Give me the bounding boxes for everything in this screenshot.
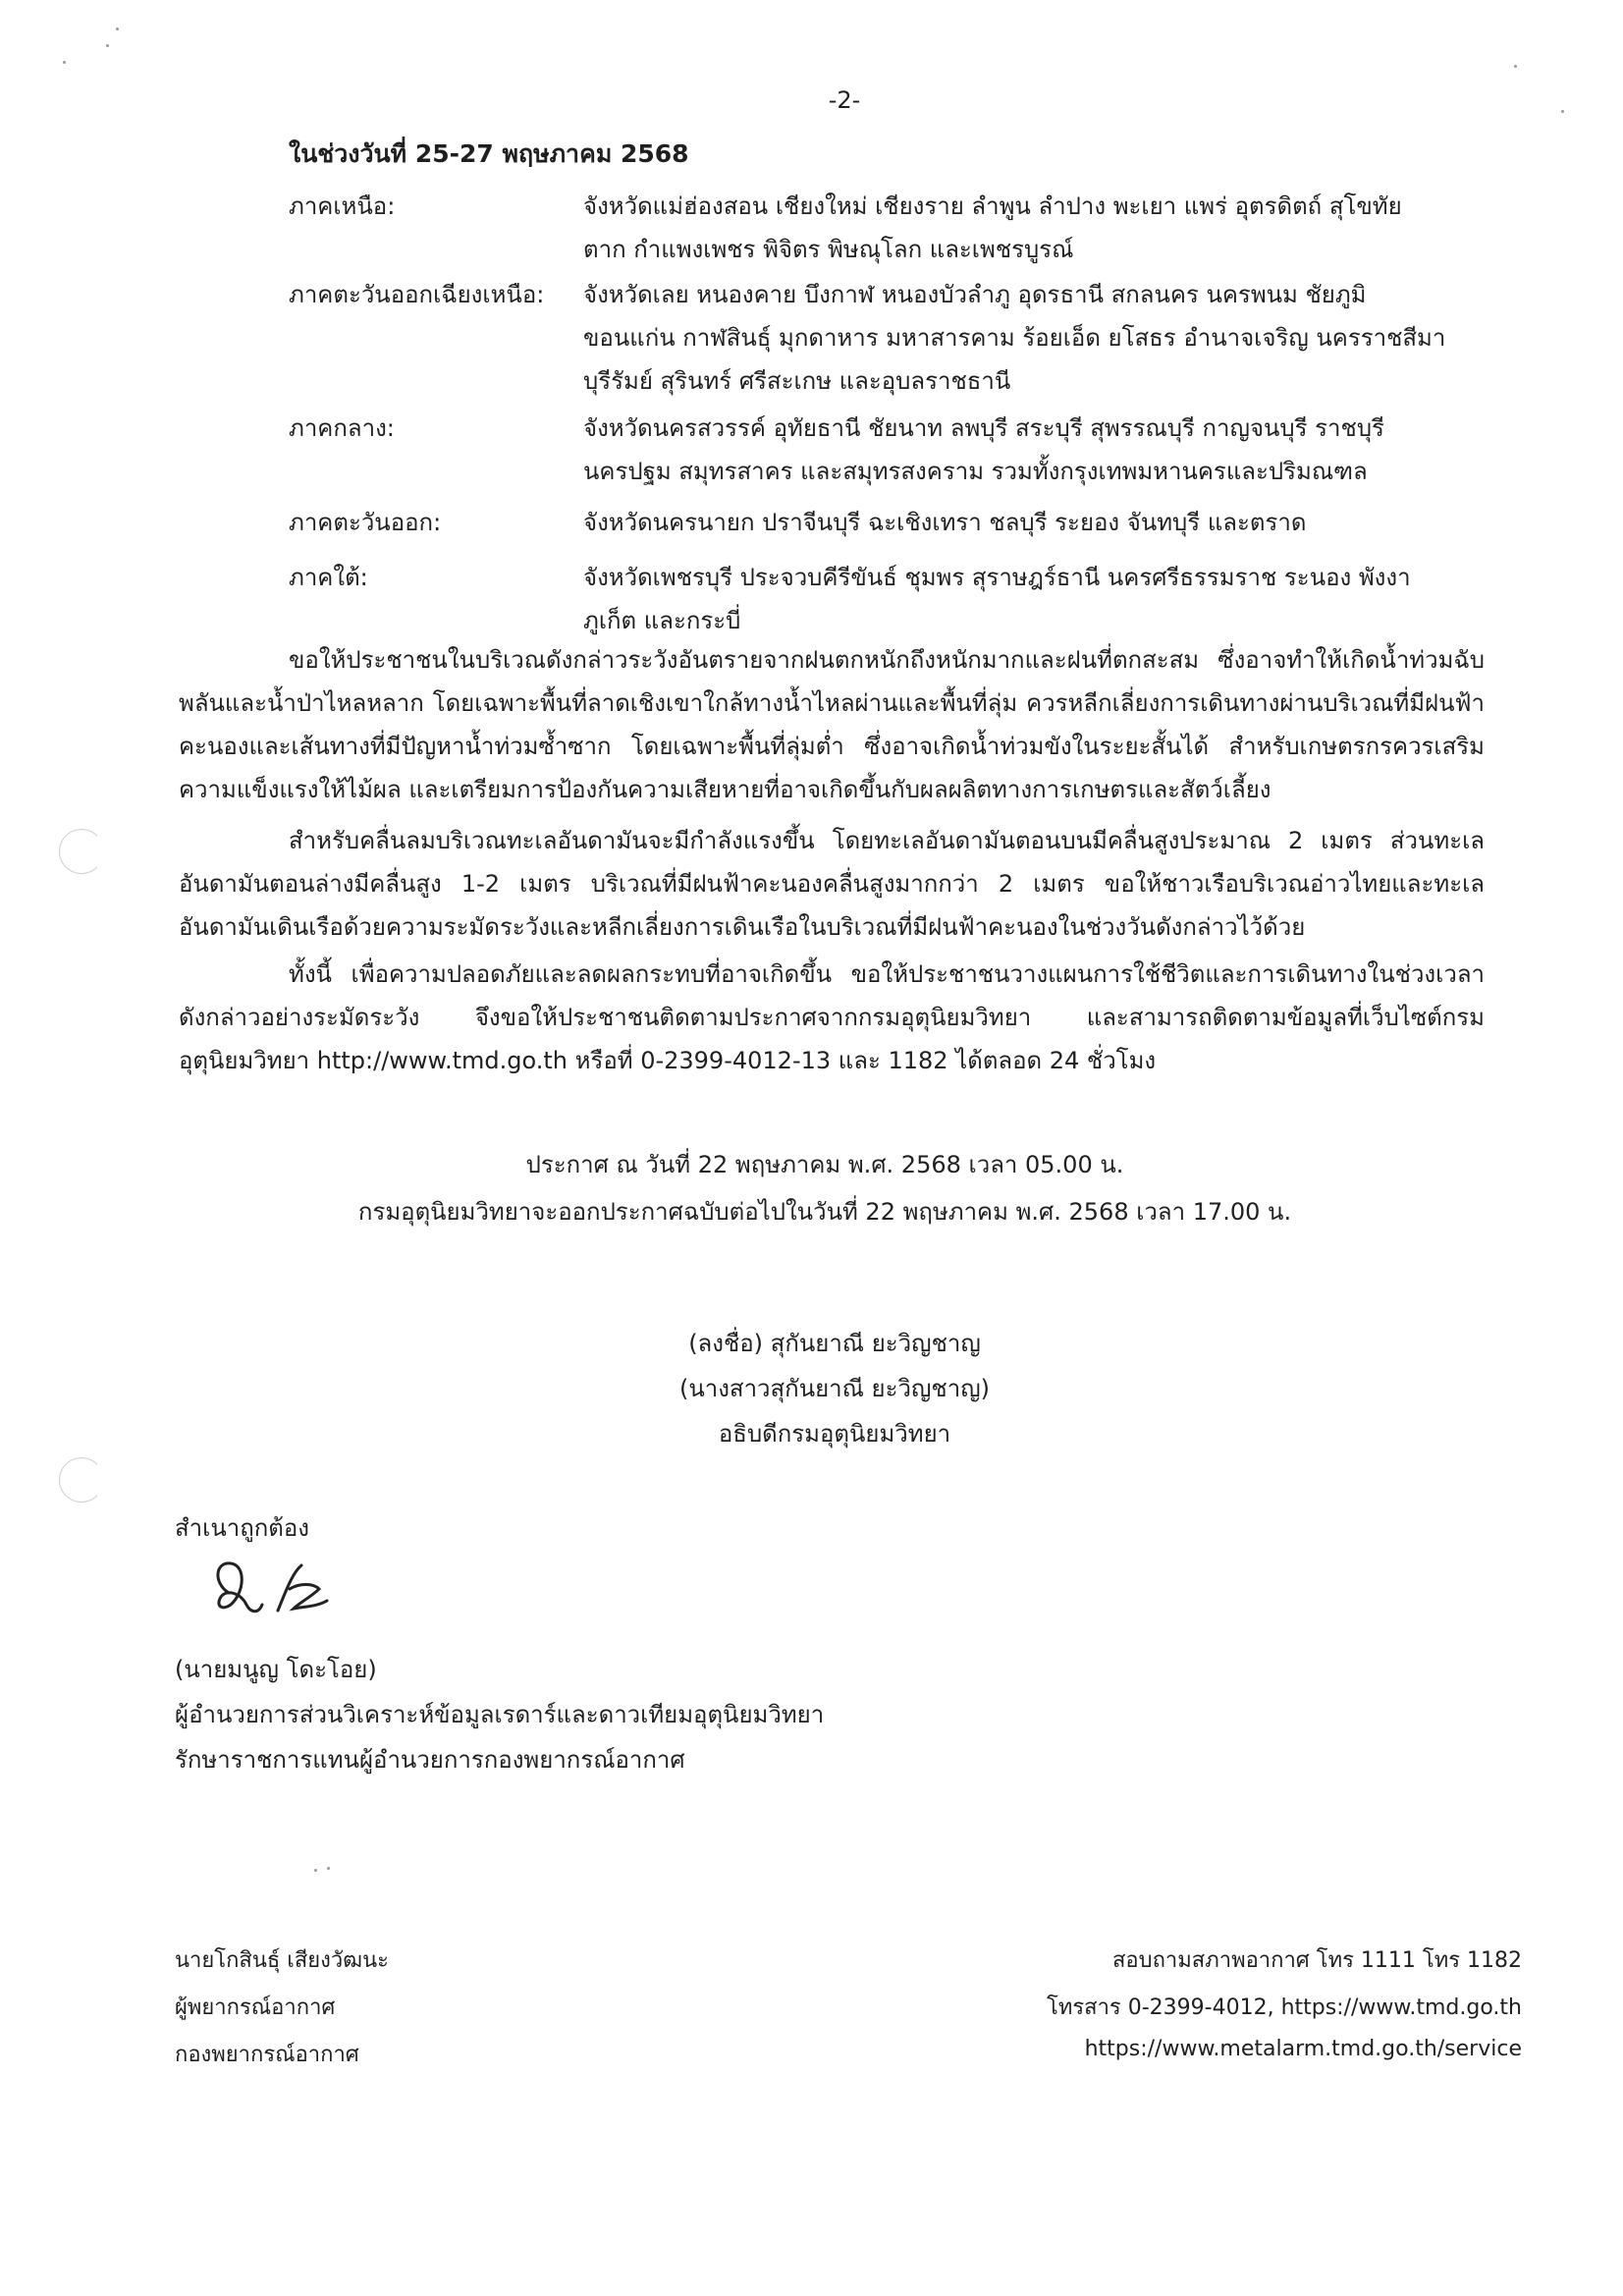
region-line: จังหวัดเลย หนองคาย บึงกาฬ หนองบัวลำภู อุดรธานี สกลนคร นครพนม ชัยภูมิ	[583, 281, 1367, 308]
punch-hole-mark	[59, 1457, 104, 1503]
region-line: ภูเก็ต และกระบี่	[583, 607, 741, 634]
scan-speck	[106, 44, 109, 47]
region-central	[289, 407, 1565, 493]
paragraph-text: ขอให้ประชาชนในบริเวณดังกล่าวระวังอันตรายจากฝนตกหนักถึงหนักมากและฝนที่ตกสะสม ซึ่งอาจทำให้เกิดน้ำท่วมฉับพลันและน้ำป่าไหลหลาก โดยเฉพาะพื้นที่ลาดเชิงเขาใกล้ทางน้ำไหลผ่านและพื้นที่ลุ่ม ควรหลีกเลี่ยงการเดินทางผ่านบริเวณที่มีฝนฟ้าคะนองและเส้นทางที่มีปัญหาน้ำท่วมซ้ำซาก โดยเฉพาะพื้นที่ลุ่มต่ำ ซึ่งอาจเกิดน้ำท่วมขังในระยะสั้นได้ สำหรับเกษตรกรควรเสริมความแข็งแรงให้ไม้ผล และเตรียมการป้องกันความเสียหายที่อาจเกิดขึ้นกับผลผลิตทางการเกษตรและสัตว์เลี้ยง	[179, 646, 1485, 803]
region-line: นครปฐม สมุทรสาคร และสมุทรสงคราม รวมทั้งกรุงเทพมหานครและปริมณฑล	[583, 458, 1368, 485]
safety-paragraph	[179, 953, 1485, 1082]
forecaster-name: นายโกสินธุ์ เสียงวัฒนะ	[175, 1948, 389, 1973]
scan-speck	[116, 27, 119, 30]
paragraph-text: สำหรับคลื่นลมบริเวณทะเลอันดามันจะมีกำลังแรงขึ้น โดยทะเลอันดามันตอนบนมีคลื่นสูงประมาณ 2 เมตร ส่วนทะเลอันดามันตอนล่างมีคลื่นสูง 1-2 เมตร บริเวณที่มีฝนฟ้าคะนองคลื่นสูงมากกว่า 2 เมตร ขอให้ชาวเรือบริเวณอ่าวไทยและทะเลอันดามันเดินเรือด้วยความระมัดระวังและหลีกเลี่ยงการเดินเรือในบริเวณที่มีฝนฟ้าคะนองในช่วงวันดังกล่าวไว้ด้วย	[179, 827, 1485, 941]
signer-name: (นางสาวสุกันยาณี ยะวิญชาญ)	[678, 1375, 991, 1402]
certifier-name: (นายมนูญ โดะโอย)	[175, 1656, 377, 1683]
region-east	[289, 501, 1565, 544]
region-north	[289, 185, 1565, 271]
region-line: ตาก กำแพงเพชร พิจิตร พิษณุโลก และเพชรบูรณ์	[583, 236, 1074, 263]
region-line: ขอนแก่น กาฬสินธุ์ มุกดาหาร มหาสารคาม ร้อยเอ็ด ยโสธร อำนาจเจริญ นครราชสีมา	[583, 324, 1446, 352]
service-url: https://www.metalarm.tmd.go.th/service	[1084, 2037, 1522, 2061]
certifier-acting-title: รักษาราชการแทนผู้อำนวยการกองพยากรณ์อากาศ	[175, 1746, 685, 1774]
punch-hole-mark	[59, 829, 104, 874]
scan-speck	[1514, 65, 1517, 68]
scan-speck	[314, 1869, 317, 1872]
region-line: จังหวัดเพชรบุรี ประจวบคีรีขันธ์ ชุมพร สุราษฎร์ธานี นครศรีธรรมราช ระนอง พังงา	[583, 564, 1411, 591]
region-northeast	[289, 273, 1565, 403]
region-line: จังหวัดแม่ฮ่องสอน เชียงใหม่ เชียงราย ลำพูน ลำปาง พะเยา แพร่ อุตรดิตถ์ สุโขทัย	[583, 192, 1402, 220]
region-line: บุรีรัมย์ สุรินทร์ ศรีสะเกษ และอุบลราชธานี	[583, 367, 1011, 395]
announce-date: ประกาศ ณ วันที่ 22 พฤษภาคม พ.ศ. 2568 เวลา 05.00 น.	[525, 1151, 1124, 1178]
warning-paragraph	[179, 638, 1485, 811]
period-heading: ในช่วงวันที่ 25-27 พฤษภาคม 2568	[289, 139, 689, 168]
wave-paragraph	[179, 819, 1485, 949]
signer-title: อธิบดีกรมอุตุนิยมวิทยา	[718, 1420, 951, 1448]
handwritten-signature	[201, 1554, 349, 1630]
region-label: ภาคเหนือ:	[289, 192, 396, 220]
region-label: ภาคตะวันออกเฉียงเหนือ:	[289, 281, 545, 308]
region-label: ภาคตะวันออก:	[289, 509, 442, 536]
region-line: จังหวัดนครนายก ปราจีนบุรี ฉะเชิงเทรา ชลบุรี ระยอง จันทบุรี และตราด	[583, 509, 1307, 536]
region-south	[289, 556, 1565, 642]
forecaster-division: กองพยากรณ์อากาศ	[175, 2043, 359, 2067]
page-number: -2-	[828, 86, 861, 114]
region-label: ภาคใต้:	[289, 564, 368, 591]
next-announce: กรมอุตุนิยมวิทยาจะออกประกาศฉบับต่อไปในวันที่ 22 พฤษภาคม พ.ศ. 2568 เวลา 17.00 น.	[357, 1198, 1292, 1226]
certified-label: สำเนาถูกต้อง	[175, 1514, 309, 1542]
paragraph-text: ทั้งนี้ เพื่อความปลอดภัยและลดผลกระทบที่อาจเกิดขึ้น ขอให้ประชาชนวางแผนการใช้ชีวิตและการเดินทางในช่วงเวลาดังกล่าวอย่างระมัดระวัง จึงขอให้ประชาชนติดตามประกาศจากกรมอุตุนิยมวิทยา และสามารถติดตามข้อมูลที่เว็บไซต์กรมอุตุนิยมวิทยา http://www.tmd.go.th หรือที่ 0-2399-4012-13 และ 1182 ได้ตลอด 24 ชั่วโมง	[179, 960, 1485, 1074]
forecaster-role: ผู้พยากรณ์อากาศ	[175, 1995, 336, 2020]
scan-speck	[327, 1867, 330, 1870]
certifier-title: ผู้อำนวยการส่วนวิเคราะห์ข้อมูลเรดาร์และดาวเทียมอุตุนิยมวิทยา	[175, 1701, 825, 1728]
contact-phone: สอบถามสภาพอากาศ โทร 1111 โทร 1182	[1112, 1948, 1522, 1973]
region-label: ภาคกลาง:	[289, 414, 395, 442]
region-line: จังหวัดนครสวรรค์ อุทัยธานี ชัยนาท ลพบุรี สระบุรี สุพรรณบุรี กาญจนบุรี ราชบุรี	[583, 414, 1384, 442]
contact-fax-website: โทรสาร 0-2399-4012, https://www.tmd.go.th	[1047, 1995, 1522, 2020]
scan-speck	[63, 61, 66, 64]
signed-line: (ลงชื่อ) สุกันยาณี ยะวิญชาญ	[688, 1330, 981, 1357]
